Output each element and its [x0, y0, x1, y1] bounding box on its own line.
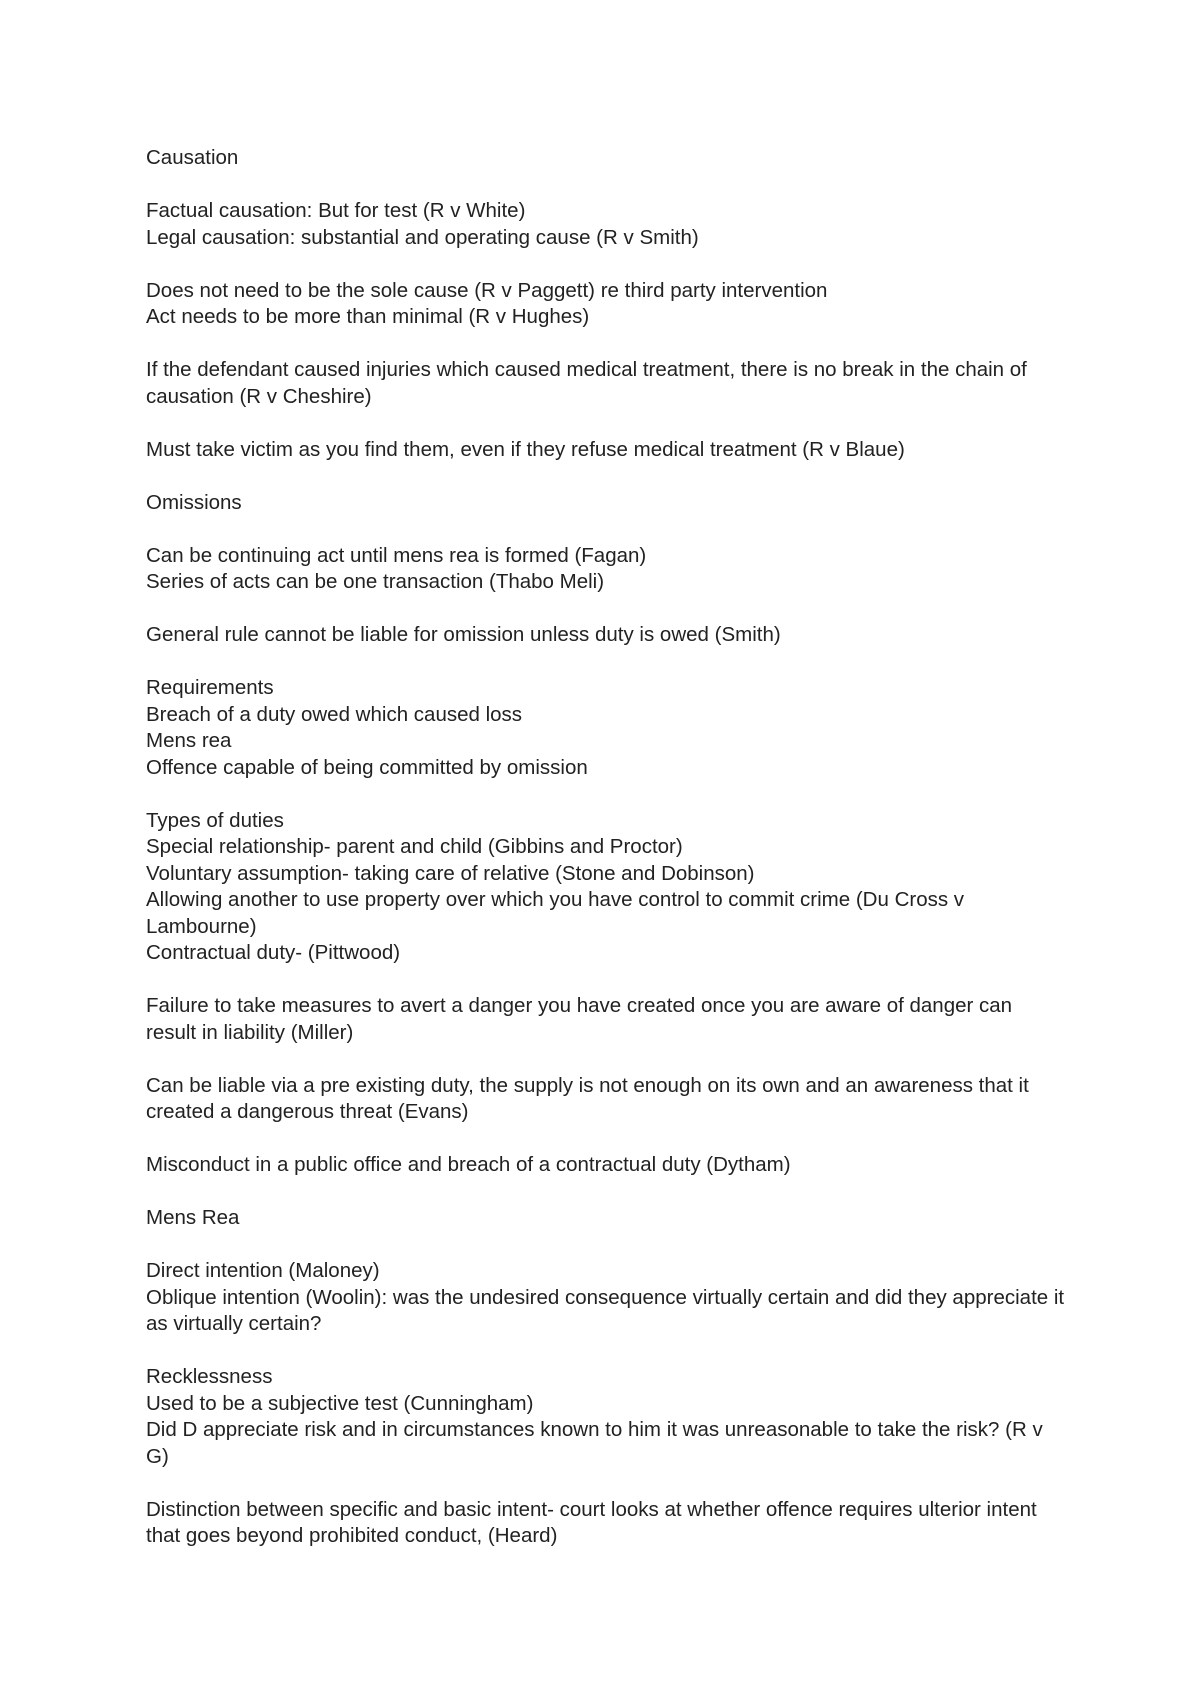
paragraph: [146, 1152, 1066, 1179]
text-line: Does not need to be the sole cause (R v Paggett) re third party intervention: [146, 278, 828, 302]
paragraph: [146, 1205, 1066, 1232]
text-line: Offence capable of being committed by omission: [146, 755, 588, 779]
paragraph: [146, 437, 1066, 464]
text-line: Voluntary assumption- taking care of relative (Stone and Dobinson): [146, 861, 755, 885]
paragraph: [146, 198, 1066, 251]
text-line: Act needs to be more than minimal (R v Hughes): [146, 305, 590, 328]
text-line: Contractual duty- (Pittwood): [146, 941, 401, 964]
text-line: Mens Rea: [146, 1206, 240, 1229]
text-line: Must take victim as you find them, even if they refuse medical treatment (R v Blaue): [146, 437, 905, 461]
document-body: [146, 145, 1066, 1576]
text-line: Distinction between specific and basic intent- court looks at whether offence requires ulterior intent that goes beyond prohibited conduct, (Heard): [146, 1497, 1037, 1547]
paragraph: [146, 993, 1066, 1046]
text-line: Can be liable via a pre existing duty, the supply is not enough on its own and an awareness that it created a dangerous threat (Evans): [146, 1073, 1029, 1123]
text-line: Recklessness: [146, 1365, 273, 1388]
paragraph: [146, 1073, 1066, 1126]
text-line: Allowing another to use property over which you have control to commit crime (Du Cross v Lambourne): [146, 888, 965, 938]
text-line: Factual causation: But for test (R v White): [146, 199, 526, 222]
paragraph: [146, 490, 1066, 517]
paragraph: [146, 808, 1066, 967]
text-line: Can be continuing act until mens rea is formed (Fagan): [146, 543, 647, 567]
text-line: General rule cannot be liable for omission unless duty is owed (Smith): [146, 623, 781, 646]
text-line: Series of acts can be one transaction (Thabo Meli): [146, 570, 605, 593]
text-line: Direct intention (Maloney): [146, 1259, 380, 1282]
paragraph: [146, 622, 1066, 649]
paragraph: [146, 675, 1066, 781]
text-line: Oblique intention (Woolin): was the undesired consequence virtually certain and did they appreciate it as virtually certain?: [146, 1285, 1065, 1335]
text-line: Omissions: [146, 490, 242, 514]
text-line: Legal causation: substantial and operating cause (R v Smith): [146, 225, 699, 249]
paragraph: [146, 145, 1066, 172]
paragraph: [146, 1364, 1066, 1470]
text-line: Failure to take measures to avert a danger you have created once you are aware of danger can result in liability (Miller): [146, 994, 1013, 1044]
text-line: Misconduct in a public office and breach of a contractual duty (Dytham): [146, 1153, 791, 1176]
paragraph: [146, 278, 1066, 331]
paragraph: [146, 1497, 1066, 1550]
paragraph: [146, 543, 1066, 596]
paragraph: [146, 1258, 1066, 1338]
text-line: Mens rea: [146, 729, 232, 752]
text-line: Types of duties: [146, 808, 284, 832]
text-line: Causation: [146, 146, 239, 169]
text-line: Did D appreciate risk and in circumstances known to him it was unreasonable to take the risk? (R v G): [146, 1418, 1043, 1468]
text-line: If the defendant caused injuries which caused medical treatment, there is no break in the chain of causation (R v Cheshire): [146, 358, 1027, 408]
paragraph: [146, 357, 1066, 410]
text-line: Requirements: [146, 676, 274, 699]
text-line: Breach of a duty owed which caused loss: [146, 702, 523, 726]
text-line: Special relationship- parent and child (Gibbins and Proctor): [146, 835, 683, 858]
text-line: Used to be a subjective test (Cunningham): [146, 1391, 534, 1415]
